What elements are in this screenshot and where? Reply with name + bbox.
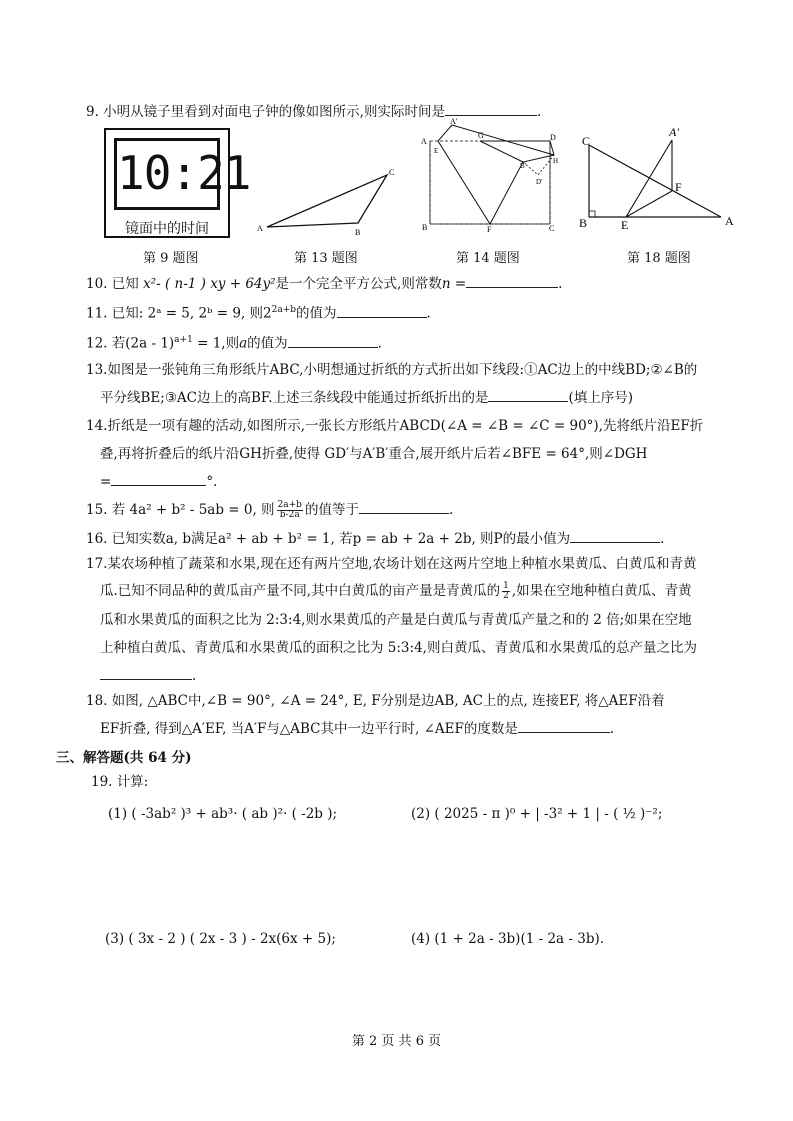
- fig13-triangle: [255, 165, 405, 240]
- q13-l2end: (填上序号): [568, 390, 634, 406]
- fig18-label-Ap: A': [669, 125, 679, 139]
- fig14-label-Dp: D': [536, 178, 543, 186]
- q13-line2: [100, 387, 633, 407]
- q17-line3: 瓜和水果黄瓜的面积之比为 2:3:4,则水果黄瓜的产量是白黄瓜与青黄瓜产量之和的 2 倍;如果在空地: [100, 612, 692, 628]
- fig14-label-Ap: A': [450, 117, 458, 126]
- fig13-triangle-shape: [267, 175, 387, 227]
- q14-line2: 叠,再将折叠后的纸片沿GH折叠,使得 GD′与A′B′重合,展开纸片后若∠BFE = 64°,则∠DGH: [100, 446, 648, 462]
- q11-post: 的值为: [296, 305, 337, 322]
- q9-text: 9. 小明从镜子里看到对面电子钟的像如图所示,则实际时间是: [86, 104, 445, 120]
- q17-num: 1: [503, 581, 509, 591]
- q18-answer-blank[interactable]: [518, 718, 610, 733]
- fig14-fold-lines: [438, 125, 554, 224]
- q17-l2post: ,如果在空地种植白黄瓜、青黄: [511, 583, 692, 599]
- section-3-heading: 三、解答题(共 64 分): [56, 750, 192, 766]
- q10-pre: 10. 已知: [86, 276, 144, 292]
- q10-line: [86, 273, 562, 293]
- q10-mid: 是一个完全平方公式,则常数: [275, 276, 442, 292]
- q15-num: 2a+b: [277, 500, 302, 510]
- q19-part4: (4) (1 + 2a - 3b)(1 - 2a - 3b).: [411, 931, 605, 947]
- fig14-label-B: B: [422, 223, 428, 232]
- fig14-label-F: F: [487, 225, 492, 234]
- fig14-folding: [420, 117, 570, 235]
- q15-fraction: [277, 501, 303, 520]
- q9-answer-blank[interactable]: [445, 101, 537, 116]
- q16-line: [86, 528, 664, 548]
- q14-line1: 14.折纸是一项有趣的活动,如图所示,一张长方形纸片ABCD(∠A = ∠B = ∠C = 90°),先将纸片沿EF折: [86, 418, 704, 434]
- q19-title: 19. 计算:: [91, 774, 149, 790]
- q10-math: x²- ( n-1 ) xy + 64y²: [143, 276, 276, 292]
- q11-math: 2ᵃ = 5, 2ᵇ = 9,: [147, 305, 246, 322]
- q10-end: .: [558, 276, 563, 292]
- q11-answer-blank[interactable]: [337, 303, 427, 318]
- q17-line1: 17.某农场种植了蔬菜和水果,现在还有两片空地,农场计划在这两片空地上种植水果黄瓜、白黄瓜和青黄: [86, 556, 697, 572]
- fig14-rectangle: [430, 141, 550, 224]
- fig18-label-B: B: [579, 216, 588, 230]
- clock-screen: [114, 138, 251, 210]
- q15-post: 的值等于: [304, 502, 359, 518]
- q19-part1: (1) ( -3ab² )³ + ab³· ( ab )²· ( -2b );: [108, 806, 338, 822]
- q12-line: [86, 331, 382, 353]
- q11-exp: 2a+b: [271, 305, 297, 315]
- q19-part3: (3) ( 3x - 2 ) ( 2x - 3 ) - 2x(6x + 5);: [105, 931, 336, 947]
- fig14-label-H: H: [553, 157, 559, 165]
- fig18-label-C: C: [582, 134, 591, 148]
- fig14-label-Bp: B': [520, 162, 526, 170]
- q14-l3pre: =: [100, 474, 112, 490]
- fig14-label-G: G: [478, 131, 484, 140]
- q16-answer-blank[interactable]: [570, 528, 660, 543]
- q15-den: b-2a: [279, 510, 300, 520]
- q12-eq: = 1,: [192, 335, 226, 352]
- q15-line: [86, 499, 453, 520]
- q13-answer-blank[interactable]: [488, 387, 568, 402]
- q16-end: .: [660, 531, 665, 547]
- q17-l5end: .: [192, 668, 197, 684]
- q12-exp: a+1: [174, 335, 193, 345]
- q12-post2: 的值为: [247, 335, 288, 352]
- q11-line: [86, 301, 431, 323]
- q15-end: .: [448, 502, 454, 518]
- q12-answer-blank[interactable]: [288, 333, 378, 348]
- q15-pre: 15. 若 4a² + b² - 5ab = 0, 则: [86, 502, 275, 518]
- q12-a: a: [239, 335, 248, 352]
- q9-line: [86, 101, 541, 121]
- q12-end: .: [377, 335, 382, 352]
- caption-fig18: 第 18 题图: [627, 251, 691, 266]
- q18-line1: 18. 如图, △ABC中,∠B = 90°, ∠A = 24°, E, F分别是边AB, AC上的点, 连接EF, 将△AEF沿着: [86, 693, 665, 709]
- q16-text: 16. 已知实数a, b满足a² + ab + b² = 1, 若p = ab + 2a + 2b, 则P的最小值为: [86, 531, 571, 547]
- caption-fig9: 第 9 题图: [143, 251, 199, 266]
- q17-l2pre: 瓜.已知不同品种的黄瓜亩产量不同,其中白黄瓜的亩产量是青黄瓜的: [100, 583, 501, 599]
- fig18-label-F: F: [675, 180, 682, 194]
- fig13-label-A: A: [257, 224, 263, 233]
- q17-den: 2: [503, 591, 509, 601]
- q11-pre: 11. 已知:: [86, 305, 148, 322]
- q18-line2: [100, 718, 614, 738]
- q9-end: .: [536, 104, 542, 120]
- fig18-label-A: A: [725, 214, 734, 228]
- q12-post: 则: [225, 335, 240, 352]
- caption-fig14: 第 14 题图: [456, 251, 520, 266]
- q10-answer-blank[interactable]: [466, 273, 558, 288]
- fig18-triangle: [578, 125, 743, 230]
- q13-l2: 平分线BE;③AC边上的高BF.上述三条线段中能通过折纸折出的是: [100, 390, 489, 406]
- fig9-clock: [104, 128, 251, 238]
- q17-line4: 上种植白黄瓜、青黄瓜和水果黄瓜的面积之比为 5:3:4,则白黄瓜、青黄瓜和水果黄瓜的总产量之比为: [100, 640, 697, 656]
- fig14-label-A: A: [421, 137, 427, 146]
- q15-answer-blank[interactable]: [359, 499, 449, 514]
- clock-caption: 镜面中的时间: [125, 221, 209, 237]
- q17-line2: [100, 582, 692, 601]
- page-footer: 第 2 页 共 6 页: [351, 1034, 442, 1049]
- clock-digits: 10:21: [117, 146, 251, 200]
- q17-line5: [100, 665, 196, 685]
- fig13-label-B: B: [355, 228, 361, 237]
- fig13-label-C: C: [389, 168, 395, 177]
- q19-part2: (2) ( 2025 - π )⁰ + | -3² + 1 | - ( ½ )⁻²;: [411, 806, 663, 822]
- caption-fig13: 第 13 题图: [294, 251, 358, 266]
- q14-l3end: °.: [206, 474, 218, 490]
- q14-line3: [100, 471, 217, 491]
- fig14-label-C: C: [549, 224, 555, 233]
- q14-answer-blank[interactable]: [111, 471, 206, 486]
- q11-mid: 则2: [245, 305, 272, 322]
- q12-pre: 12. 若: [86, 335, 126, 352]
- q18-l2: EF折叠, 得到△A′EF, 当A′F与△ABC其中一边平行时, ∠AEF的度数是: [100, 721, 518, 737]
- q12-math: (2a - 1): [125, 335, 175, 352]
- q13-line1: 13.如图是一张钝角三角形纸片ABC,小明想通过折纸的方式折出如下线段:①AC边上的中线BD;②∠B的: [86, 362, 698, 378]
- q11-end: .: [426, 305, 431, 322]
- q18-l2end: .: [609, 721, 615, 737]
- fig18-label-E: E: [621, 218, 629, 232]
- fig14-label-D: D: [550, 133, 556, 142]
- q10-n: n =: [441, 276, 467, 292]
- fig14-label-E: E: [434, 147, 439, 155]
- q17-answer-blank[interactable]: [100, 665, 192, 680]
- q17-fraction: [502, 582, 510, 601]
